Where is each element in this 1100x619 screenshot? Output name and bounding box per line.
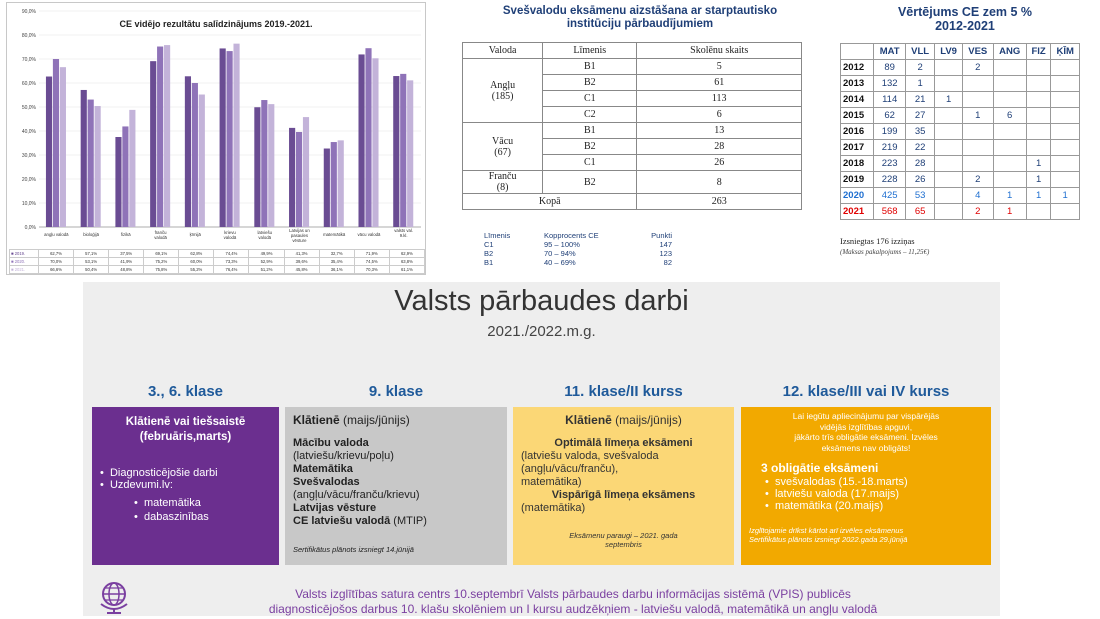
- ce-year: 2013: [841, 76, 874, 92]
- bar: [303, 117, 309, 227]
- chart-table-cell: 45,8%: [284, 266, 319, 274]
- ce-cell: [993, 124, 1026, 140]
- ce-cell: [962, 92, 993, 108]
- exam-cell: 5: [637, 59, 802, 75]
- x-tick-label: bioloģijā: [83, 232, 99, 237]
- ce-header: ĶĪM: [1051, 44, 1080, 60]
- bar: [185, 76, 191, 227]
- chart-data-table: [9, 249, 425, 274]
- x-tick-label: franču valodā: [154, 230, 167, 240]
- ce-cell: [1026, 76, 1051, 92]
- y-tick-label: 0,0%: [24, 225, 36, 231]
- ce-cell: [1051, 140, 1080, 156]
- percent-row: B1 40 – 69% 82: [484, 258, 672, 267]
- ce-header: FIZ: [1026, 44, 1051, 60]
- box2-line: Mācību valoda: [293, 437, 369, 449]
- ce-cell: 1: [1026, 188, 1051, 204]
- y-tick-label: 10,0%: [21, 201, 36, 207]
- x-tick-label: angļu valodā: [44, 232, 69, 237]
- box3-note: septembris: [605, 540, 642, 549]
- exam-title: Svešvalodu eksāmenu aizstāšana ar starptautisko institūciju pārbaudījumiem: [502, 5, 778, 30]
- box4-heading: 3 obligātie eksāmeni: [761, 461, 879, 475]
- bar: [233, 44, 239, 227]
- exam-language: Franču (8): [463, 171, 543, 194]
- chart-table-cell: 74,4%: [214, 250, 249, 258]
- box-grade-9: [285, 407, 507, 565]
- ce-cell: 26: [906, 172, 935, 188]
- chart-table-cell: 32,7%: [319, 250, 354, 258]
- ce-cell: 1: [906, 76, 935, 92]
- slide-title: Valsts pārbaudes darbi: [394, 285, 689, 317]
- bar: [227, 51, 233, 227]
- chart-table-cell: 62,9%: [389, 250, 424, 258]
- bar: [289, 128, 295, 227]
- chart-table-cell: 73,3%: [214, 258, 249, 266]
- ce-cell: 1: [993, 188, 1026, 204]
- exam-row: [463, 171, 802, 194]
- ce-cell: [1051, 92, 1080, 108]
- ce-cell: 22: [906, 140, 935, 156]
- ce-cell: 65: [906, 204, 935, 220]
- box2-line: (latviešu/krievu/poļu): [293, 450, 394, 462]
- x-tick-label: krievu valodā: [223, 230, 237, 240]
- chart-svg: [7, 3, 427, 248]
- ce-cell: [993, 76, 1026, 92]
- chart-table-cell: 48,8%: [109, 266, 144, 274]
- box3-note: Eksāmenu paraugi – 2021. gada: [569, 531, 678, 540]
- bar: [60, 67, 66, 227]
- ce-cell: 1: [1051, 188, 1080, 204]
- box3-line: (angļu/vācu/franču),: [521, 463, 619, 475]
- ce-header: ANG: [993, 44, 1026, 60]
- ce-cell: 199: [874, 124, 906, 140]
- bar: [261, 100, 267, 227]
- ce-cell: [1026, 124, 1051, 140]
- box3-title: Klātienē (maijs/jūnijs): [565, 413, 682, 427]
- exam-total-label: Kopā: [463, 194, 637, 210]
- ce-cell: 4: [962, 188, 993, 204]
- box1-item: • Diagnosticējošie darbi: [100, 467, 218, 479]
- exam-row: [463, 123, 802, 139]
- ce-cell: 1: [1026, 172, 1051, 188]
- percent-row: Līmenis Kopprocents CE Punkti: [484, 231, 672, 240]
- bar: [157, 47, 163, 227]
- chart-table-cell: 62,8%: [179, 250, 214, 258]
- chart-table-cell: 70,0%: [39, 258, 74, 266]
- bar: [365, 48, 371, 227]
- ce-cell: [935, 156, 963, 172]
- ce-cell: [962, 156, 993, 172]
- chart-table-cell: 66,6%: [39, 266, 74, 274]
- col-head-3-6: 3., 6. klase: [147, 383, 224, 400]
- slide-subtitle: 2021./2022.m.g.: [487, 323, 596, 340]
- bar: [129, 110, 135, 227]
- ce-year: 2018: [841, 156, 874, 172]
- ce-year: 2016: [841, 124, 874, 140]
- box1-subitem: • dabaszinības: [134, 511, 209, 523]
- exam-cell: 13: [637, 123, 802, 139]
- ce-header: MAT: [874, 44, 906, 60]
- ce-header: VLL: [906, 44, 935, 60]
- ce-cell: [935, 204, 963, 220]
- bar: [192, 83, 198, 227]
- bar: [122, 126, 128, 227]
- bar: [407, 80, 413, 227]
- ce-title-line2: 2012-2021: [935, 19, 995, 33]
- box1-subitem: • matemātika: [134, 497, 201, 509]
- ce-cell: 223: [874, 156, 906, 172]
- chart-table-cell: 37,5%: [109, 250, 144, 258]
- ce-cell: 6: [993, 108, 1026, 124]
- ce-row: [841, 60, 1080, 76]
- chart-table-cell: 57,1%: [74, 250, 109, 258]
- chart-table-row: [10, 258, 425, 266]
- ce-cell: [1051, 76, 1080, 92]
- exam-cell: B2: [543, 171, 637, 194]
- ce-cell: [1026, 204, 1051, 220]
- col-head-11: 11. klase/II kurss: [564, 383, 683, 400]
- bar: [254, 107, 260, 227]
- chart-table-cell: 70,3%: [354, 266, 389, 274]
- col-head-12: 12. klase/III vai IV kurss: [782, 383, 950, 400]
- ce-cell: [1051, 60, 1080, 76]
- box2-line: Svešvalodas: [293, 476, 360, 488]
- chart-table-row: [10, 266, 425, 274]
- y-tick-label: 90,0%: [21, 9, 36, 15]
- chart-table-cell: 50,4%: [74, 266, 109, 274]
- exam-cell: B1: [543, 59, 637, 75]
- exam-total-value: 263: [637, 194, 802, 210]
- ce-cell: [993, 140, 1026, 156]
- bar: [393, 76, 399, 227]
- ce-cell: 228: [874, 172, 906, 188]
- chart-table-cell: 62,7%: [39, 250, 74, 258]
- y-tick-label: 70,0%: [21, 57, 36, 63]
- box3-line: Optimālā līmeņa eksāmeni: [554, 437, 693, 449]
- chart-title: CE vidējo rezultātu salīdzinājums 2019.-2021.: [119, 19, 313, 29]
- exam-language: Angļu (185): [463, 59, 543, 123]
- ce-header: LV9: [935, 44, 963, 60]
- box1-item: • Uzdevumi.lv:: [100, 479, 173, 491]
- ce-year: 2012: [841, 60, 874, 76]
- bar: [372, 58, 378, 227]
- ce-year: 2017: [841, 140, 874, 156]
- box-grade-3-6: [92, 407, 279, 565]
- ce-row: [841, 188, 1080, 204]
- box2-line: CE latviešu valodā (MTIP): [293, 515, 427, 527]
- bar: [338, 140, 344, 227]
- chart-table-cell: 69,1%: [144, 250, 179, 258]
- box2-line: Latvijas vēsture: [293, 502, 377, 514]
- exam-header: Līmenis: [543, 43, 637, 59]
- bar: [324, 149, 330, 227]
- box4-item: • latviešu valoda (17.maijs): [765, 488, 900, 500]
- box3-line: (latviešu valoda, svešvaloda: [521, 450, 659, 462]
- ce-cell: [993, 172, 1026, 188]
- box4-note: Izglītojamie drīkst kārtot arī izvēles eksāmenus: [749, 526, 904, 535]
- chart-table-cell: 51,2%: [249, 266, 284, 274]
- ce-cell: [1051, 204, 1080, 220]
- exam-cell: 113: [637, 91, 802, 107]
- ce-cell: [1051, 108, 1080, 124]
- ce-cell: 219: [874, 140, 906, 156]
- ce-year: 2020: [841, 188, 874, 204]
- ce-row: [841, 140, 1080, 156]
- ce-cell: [993, 92, 1026, 108]
- x-tick-label: matemātikā: [323, 232, 346, 237]
- ce-title: [840, 5, 1090, 33]
- ce-cell: [935, 124, 963, 140]
- x-tick-label: vācu valodā: [357, 232, 381, 237]
- ce-cell: 1: [962, 108, 993, 124]
- ce-table: [840, 43, 1080, 220]
- exam-cell: B2: [543, 75, 637, 91]
- chart-table-cell: 49,9%: [249, 250, 284, 258]
- ce-cell: [962, 124, 993, 140]
- ce-cell: 1: [1026, 156, 1051, 172]
- series-label: ■ 2021.: [10, 266, 39, 274]
- ce-cell: 2: [962, 204, 993, 220]
- ce-cell: [1051, 124, 1080, 140]
- ce-year: 2014: [841, 92, 874, 108]
- chart-table-cell: 75,2%: [144, 258, 179, 266]
- ce-header: [841, 44, 874, 60]
- x-tick-label: ķīmijā: [189, 232, 201, 237]
- exam-cell: 61: [637, 75, 802, 91]
- bar: [115, 137, 121, 227]
- bar: [220, 48, 226, 227]
- box-grade-11: [513, 407, 734, 565]
- box1-subtitle: (februāris,marts): [139, 431, 232, 443]
- percent-row: C1 95 – 100% 147: [484, 240, 672, 249]
- chart-table-cell: 76,4%: [214, 266, 249, 274]
- ce-note-price: (Maksas pakalpojums – 11,25€): [840, 248, 930, 256]
- ce-cell: [935, 60, 963, 76]
- box4-item: • svešvalodas (15.-18.marts): [765, 476, 908, 488]
- ce-row: [841, 92, 1080, 108]
- chart-table-cell: 60,0%: [179, 258, 214, 266]
- exam-cell: B2: [543, 139, 637, 155]
- box4-intro: Lai iegūtu apliecinājumu par vispārējās vidējās izglītības apguvi, jākārto trīs obligātie eksāmeni. Izvēles eksāmens nav obligāts!: [792, 411, 940, 453]
- ce-row: [841, 108, 1080, 124]
- ce-cell: [935, 188, 963, 204]
- y-tick-label: 80,0%: [21, 33, 36, 39]
- box3-line: (matemātika): [521, 502, 586, 514]
- ce-cell: 1: [993, 204, 1026, 220]
- x-tick-label: latviešu valodā: [257, 230, 273, 240]
- ce-year: 2015: [841, 108, 874, 124]
- y-tick-label: 40,0%: [21, 129, 36, 135]
- exam-cell: 8: [637, 171, 802, 194]
- series-label: ■ 2020.: [10, 258, 39, 266]
- ce-cell: 2: [906, 60, 935, 76]
- ce-title-line1: Vērtējums CE zem 5 %: [897, 5, 1033, 19]
- box2-note: Sertifikātus plānots izsniegt 14.jūnijā: [293, 545, 414, 554]
- chart-table-cell: 74,5%: [354, 258, 389, 266]
- exam-header: Valoda: [463, 43, 543, 59]
- chart-table-cell: 75,8%: [144, 266, 179, 274]
- chart-table-cell: 71,9%: [354, 250, 389, 258]
- ce-cell: [935, 140, 963, 156]
- box2-line: Matemātika: [293, 463, 353, 475]
- bar: [95, 106, 101, 227]
- box1-title: Klātienē vai tiešsaistē: [125, 416, 246, 428]
- box2-line: (angļu/vācu/franču/krievu): [293, 489, 420, 501]
- chart-table-cell: 36,1%: [319, 266, 354, 274]
- chart-table-cell: 41,3%: [284, 250, 319, 258]
- chart-table-cell: 55,2%: [179, 266, 214, 274]
- ce-cell: [1026, 108, 1051, 124]
- x-tick-label: valsts val. 9.kl.: [394, 228, 414, 238]
- box4-note: Sertifikātus plānots izsniegt 2022.gada 29.jūnijā: [749, 535, 908, 544]
- ce-cell: [993, 60, 1026, 76]
- exam-language: Vācu (67): [463, 123, 543, 171]
- ce-row: [841, 76, 1080, 92]
- slide: [83, 282, 1000, 616]
- box4-item: • matemātika (20.maijs): [765, 500, 884, 512]
- ce-cell: 53: [906, 188, 935, 204]
- bar: [150, 61, 156, 227]
- bar: [268, 104, 274, 227]
- ce-cell: [1026, 60, 1051, 76]
- ce-cell: [1026, 140, 1051, 156]
- box2-title: Klātienē (maijs/jūnijs): [293, 413, 410, 427]
- bar: [331, 142, 337, 227]
- ce-cell: 114: [874, 92, 906, 108]
- x-tick-label: fizikā: [120, 232, 131, 237]
- chart-table-cell: 61,1%: [389, 266, 424, 274]
- ce-cell: [935, 76, 963, 92]
- bar: [400, 74, 406, 227]
- exam-table: [462, 42, 802, 210]
- bar: [296, 132, 302, 227]
- ce-cell: 35: [906, 124, 935, 140]
- ce-cell: 28: [906, 156, 935, 172]
- ce-cell: 568: [874, 204, 906, 220]
- ce-year: 2021: [841, 204, 874, 220]
- ce-row: [841, 156, 1080, 172]
- ce-row: [841, 204, 1080, 220]
- ce-cell: 2: [962, 60, 993, 76]
- bar: [53, 59, 59, 227]
- ce-header-row: [841, 44, 1080, 60]
- chart-table-cell: 39,6%: [284, 258, 319, 266]
- col-head-9: 9. klase: [368, 383, 424, 400]
- globe-icon: [93, 580, 135, 614]
- ce-cell: [1026, 92, 1051, 108]
- ce-year: 2019: [841, 172, 874, 188]
- box-grade-12: [741, 407, 991, 565]
- exam-cell: 28: [637, 139, 802, 155]
- box3-line: matemātika): [521, 476, 582, 488]
- ce-header: VES: [962, 44, 993, 60]
- exam-cell: C1: [543, 155, 637, 171]
- ce-cell: 1: [935, 92, 963, 108]
- exam-cell: B1: [543, 123, 637, 139]
- ce-cell: [935, 172, 963, 188]
- exam-row: [463, 59, 802, 75]
- exam-cell: C2: [543, 107, 637, 123]
- box3-line: Vispārīgā līmeņa eksāmens: [551, 489, 696, 501]
- bar: [358, 54, 364, 227]
- ce-cell: [993, 156, 1026, 172]
- bar: [164, 45, 170, 227]
- chart-table-cell: 41,9%: [109, 258, 144, 266]
- bar: [88, 100, 94, 227]
- ce-row: [841, 124, 1080, 140]
- bar: [81, 90, 87, 227]
- y-tick-label: 60,0%: [21, 81, 36, 87]
- percent-row: B2 70 – 94% 123: [484, 249, 672, 258]
- results-chart: [6, 2, 426, 275]
- ce-cell: [1051, 172, 1080, 188]
- exam-cell: 26: [637, 155, 802, 171]
- ce-cell: 132: [874, 76, 906, 92]
- ce-cell: 21: [906, 92, 935, 108]
- x-tick-label: Latvijas un pasaules vēsture: [289, 228, 310, 243]
- ce-cell: [962, 140, 993, 156]
- series-label: ■ 2019.: [10, 250, 39, 258]
- ce-cell: [935, 108, 963, 124]
- percent-legend: [484, 231, 672, 267]
- chart-table-cell: 53,1%: [74, 258, 109, 266]
- ce-cell: [962, 76, 993, 92]
- ce-note: Izsniegtas 176 izziņas: [840, 236, 915, 246]
- ce-row: [841, 172, 1080, 188]
- ce-cell: [1051, 156, 1080, 172]
- chart-table-cell: 52,9%: [249, 258, 284, 266]
- y-tick-label: 50,0%: [21, 105, 36, 111]
- chart-table-cell: 35,4%: [319, 258, 354, 266]
- bar: [199, 95, 205, 227]
- y-tick-label: 20,0%: [21, 177, 36, 183]
- ce-cell: 27: [906, 108, 935, 124]
- chart-table-cell: 63,8%: [389, 258, 424, 266]
- exam-header: Skolēnu skaits: [637, 43, 802, 59]
- bar: [46, 77, 52, 227]
- slide-footer: Valsts izglītības satura centrs 10.septembrī Valsts pārbaudes darbu informācijas sistēmā (VPIS) publicēs diagnosticējošos darbus 10. klašu skolēniem un I kursu audzēkņiem - latviešu valodā, matemātikā un angļu valodā: [268, 587, 878, 616]
- exam-cell: C1: [543, 91, 637, 107]
- ce-cell: 62: [874, 108, 906, 124]
- ce-cell: 2: [962, 172, 993, 188]
- ce-cell: 89: [874, 60, 906, 76]
- exam-cell: 6: [637, 107, 802, 123]
- ce-cell: 425: [874, 188, 906, 204]
- y-tick-label: 30,0%: [21, 153, 36, 159]
- chart-table-row: [10, 250, 425, 258]
